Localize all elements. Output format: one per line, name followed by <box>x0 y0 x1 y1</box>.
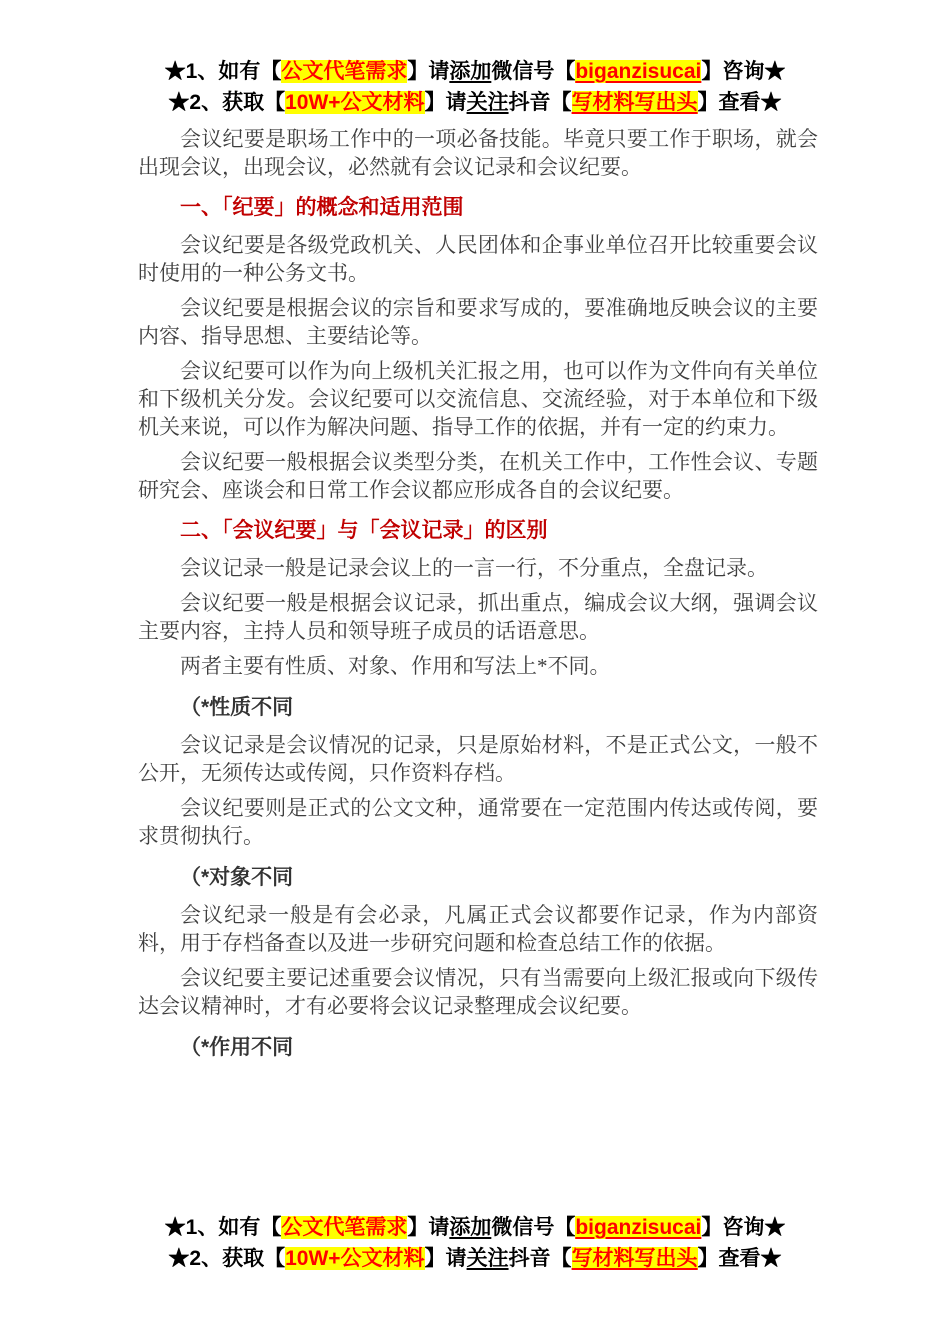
promo-text: 抖音【 <box>508 1247 572 1270</box>
section-heading-2: 二、「会议纪要」与「会议记录」的区别 <box>180 519 548 542</box>
promo-footer <box>0 1212 950 1274</box>
section-heading-1: 一、「纪要」的概念和适用范围 <box>180 196 464 219</box>
sub-heading-nature: （*性质不同 <box>180 696 294 719</box>
promo-text: 】查看★ <box>697 91 782 114</box>
promo-header-line-2 <box>0 87 950 118</box>
paragraph: 会议记录一般是记录会议上的一言一行，不分重点，全盘记录。 <box>180 556 768 580</box>
sub-heading-function: （*作用不同 <box>180 1036 294 1059</box>
document-body <box>138 125 818 1062</box>
promo-text: 微信号【 <box>491 60 576 83</box>
promo-text: 】咨询★ <box>701 1216 786 1239</box>
promo-action-follow: 关注 <box>466 91 509 114</box>
promo-text: ★2、获取【 <box>168 91 286 114</box>
promo-text: 】请 <box>424 1247 467 1270</box>
paragraph: 会议纪要主要记述重要会议情况，只有当需要向上级汇报或向下级传达会议精神时，才有必要将会议记录整理成会议纪要。 <box>138 966 818 1018</box>
promo-action-add: 添加 <box>449 1216 492 1239</box>
promo-highlight-materials: 10W+公文材料 <box>285 1247 425 1270</box>
promo-footer-line-2 <box>0 1243 950 1274</box>
promo-action-follow: 关注 <box>466 1247 509 1270</box>
promo-text: 抖音【 <box>508 91 572 114</box>
promo-highlight-materials: 10W+公文材料 <box>285 91 425 114</box>
promo-text: 】查看★ <box>697 1247 782 1270</box>
paragraph: 会议纪要是根据会议的宗旨和要求写成的，要准确地反映会议的主要内容、指导思想、主要结论等。 <box>138 296 818 348</box>
paragraph: 会议纪要是各级党政机关、人民团体和企事业单位召开比较重要会议时使用的一种公务文书。 <box>138 233 818 285</box>
promo-text: ★2、获取【 <box>168 1247 286 1270</box>
promo-wechat-id: biganzisucai <box>575 60 702 83</box>
promo-text: ★1、如有【 <box>164 1216 282 1239</box>
promo-footer-line-1 <box>0 1212 950 1243</box>
promo-text: 】请 <box>424 91 467 114</box>
paragraph: 会议纪要一般是根据会议记录，抓出重点，编成会议大纲，强调会议主要内容，主持人员和领导班子成员的话语意思。 <box>138 591 818 643</box>
promo-text: ★1、如有【 <box>164 60 282 83</box>
paragraph: 两者主要有性质、对象、作用和写法上*不同。 <box>180 654 611 678</box>
promo-text: 】咨询★ <box>701 60 786 83</box>
promo-header <box>0 0 950 118</box>
promo-douyin-id: 写材料写出头 <box>571 91 698 114</box>
paragraph-intro: 会议纪要是职场工作中的一项必备技能。毕竟只要工作于职场，就会出现会议，出现会议，必然就有会议记录和会议纪要。 <box>138 127 818 179</box>
promo-highlight-service: 公文代笔需求 <box>281 1216 408 1239</box>
paragraph: 会议纪录一般是有会必录，凡属正式会议都要作记录，作为内部资料，用于存档备查以及进一步研究问题和检查总结工作的依据。 <box>138 903 818 955</box>
paragraph: 会议纪要可以作为向上级机关汇报之用，也可以作为文件向有关单位和下级机关分发。会议纪要可以交流信息、交流经验，对于本单位和下级机关来说，可以作为解决问题、指导工作的依据，并有一定的约束力。 <box>138 359 818 439</box>
sub-heading-object: （*对象不同 <box>180 866 294 889</box>
promo-highlight-service: 公文代笔需求 <box>281 60 408 83</box>
paragraph: 会议记录是会议情况的记录，只是原始材料，不是正式公文，一般不公开，无须传达或传阅，只作资料存档。 <box>138 733 818 785</box>
promo-douyin-id: 写材料写出头 <box>571 1247 698 1270</box>
promo-text: 】请 <box>407 1216 450 1239</box>
promo-text: 】请 <box>407 60 450 83</box>
promo-action-add: 添加 <box>449 60 492 83</box>
paragraph: 会议纪要一般根据会议类型分类，在机关工作中，工作性会议、专题研究会、座谈会和日常工作会议都应形成各自的会议纪要。 <box>138 450 818 502</box>
promo-header-line-1 <box>0 56 950 87</box>
promo-wechat-id: biganzisucai <box>575 1216 702 1239</box>
promo-text: 微信号【 <box>491 1216 576 1239</box>
paragraph: 会议纪要则是正式的公文文种，通常要在一定范围内传达或传阅，要求贯彻执行。 <box>138 796 818 848</box>
